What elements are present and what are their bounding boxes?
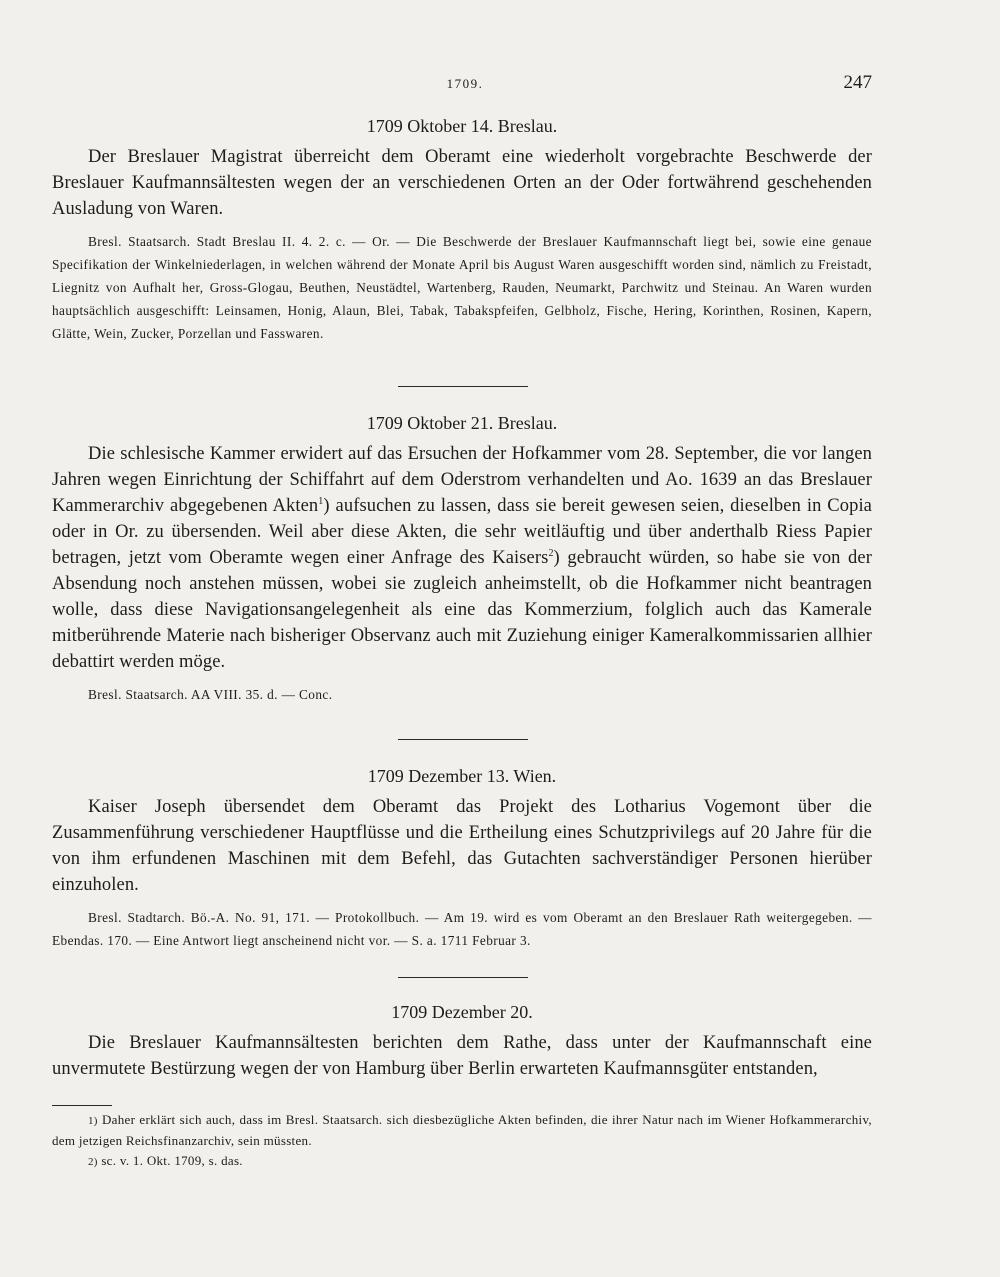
entry-summary [52,1030,872,1082]
running-header-year: 1709. [446,76,484,91]
archival-note [52,230,872,345]
archival-note-text: Bresl. Staatsarch. Stadt Breslau II. 4. 2. c. — Or. — Die Beschwerde der Breslauer Kaufmannschaft liegt bei, sowie eine genaue Specifikation der Winkelniederlagen, in welchen während der Monate April bis August Waren ausgeschifft worden sind, nämlich zu Freistadt, Liegnitz von Aufhalt her, Gross-Glogau, Beuthen, Neustädtel, Wartenberg, Rauden, Neumarkt, Parchwitz und Steinau. An Waren wurden hauptsächlich ausgeschifft: Leinsamen, Honig, Alaun, Blei, Tabak, Tabakspfeifen, Gelbholz, Fische, Hering, Korinthen, Rosinen, Kapern, Glätte, Wein, Zucker, Porzellan und Fasswaren. [52,234,872,341]
entry-date-heading: 1709 Dezember 20. [391,1002,533,1022]
footnote-marker: 2) [88,1156,98,1168]
entry-date-heading: 1709 Dezember 13. Wien. [367,766,557,786]
entry-1709-oktober-21 [52,411,872,706]
entry-summary-text-3: ) gebraucht würden, so habe sie von der Absendung noch anstehen müssen, wobei sie zugleich anheimstellt, ob die Hofkammer nicht beantragen wolle, dass diese Navigationsangelegenheit als eine das Kommerzium, folglich auch das Kamerale mitberührende Materie nach bisheriger Observanz auch mit Zuziehung einiger Kameralkommissarien allhier debattirt werden möge. [52,548,872,672]
entry-summary-text: Der Breslauer Magistrat überreicht dem Oberamt eine wiederholt vorgebrachte Beschwerde der Breslauer Kaufmannsältesten wegen der an verschiedenen Orten an der Oder fortwährend geschehenden Ausladung von Waren. [52,147,872,219]
entry-1709-oktober-14 [52,114,872,345]
entry-1709-dezember-20 [52,1000,872,1082]
footnote-text: sc. v. 1. Okt. 1709, s. das. [101,1153,243,1168]
archival-note [52,683,872,706]
archival-note [52,906,872,952]
entry-summary-text-1: Die schlesische Kammer erwidert auf das Ersuchen der Hofkammer vom 28. September, die vor langen Jahren wegen Einrichtung der Schiffahrt auf dem Oderstrom verhandelten und Ao. 1639 an das Breslauer Kammerarchiv abgegebenen Akten [52,444,872,516]
archival-note-text: Bresl. Stadtarch. Bö.-A. No. 91, 171. — Protokollbuch. — Am 19. wird es vom Oberamt an den Breslauer Rath weitergegeben. — Ebendas. 170. — Eine Antwort liegt anscheinend nicht vor. — S. a. 1711 Februar 3. [52,910,872,948]
footnote-divider [52,1105,112,1106]
entry-summary [52,441,872,675]
entry-summary-text: Kaiser Joseph übersendet dem Oberamt das Projekt des Lotharius Vogemont über die Zusammenführung verschiedener Hauptflüsse und die Ertheilung eines Schutzprivilegs auf 20 Jahre für die von ihm erfundenen Maschinen mit dem Befehl, das Gutachten sachverständiger Personen hierüber einzuholen. [52,797,872,895]
section-divider [398,386,528,387]
entry-1709-dezember-13 [52,764,872,952]
entry-summary [52,794,872,898]
entry-summary-text: Die Breslauer Kaufmannsältesten berichten dem Rathe, dass unter der Kaufmannschaft eine unvermutete Bestürzung wegen der von Hamburg über Berlin erwarteten Kaufmannsgüter entstanden, [52,1033,872,1079]
footnote-marker: 1) [88,1115,98,1127]
footnote-ref-1: 1 [318,495,324,507]
section-divider [398,739,528,740]
footnote-text: Daher erklärt sich auch, dass im Bresl. Staatsarch. sich diesbezügliche Akten befinden, die ihrer Natur nach im Wiener Hofkammerarchiv, dem jetzigen Reichsfinanzarchiv, sein müssten. [52,1112,872,1148]
entry-date-heading: 1709 Oktober 21. Breslau. [366,413,558,433]
footnote-2 [52,1151,872,1172]
entry-date-heading: 1709 Oktober 14. Breslau. [366,116,558,136]
archival-note-text: Bresl. Staatsarch. AA VIII. 35. d. — Conc. [88,687,333,702]
footnote-ref-2: 2 [548,547,554,559]
footnote-1 [52,1110,872,1151]
page-number: 247 [843,72,872,93]
footnotes [52,1110,872,1172]
entry-summary-text-2: ) aufsuchen zu lassen, dass sie bereit gewesen seien, dieselben in Copia oder in Or. zu übersenden. Weil aber diese Akten, die sehr weitläuftig und über anderthalb Riess Papier betragen, jetzt vom Oberamte wegen einer Anfrage des Kaisers [52,496,872,568]
section-divider [398,977,528,978]
entry-summary [52,144,872,222]
